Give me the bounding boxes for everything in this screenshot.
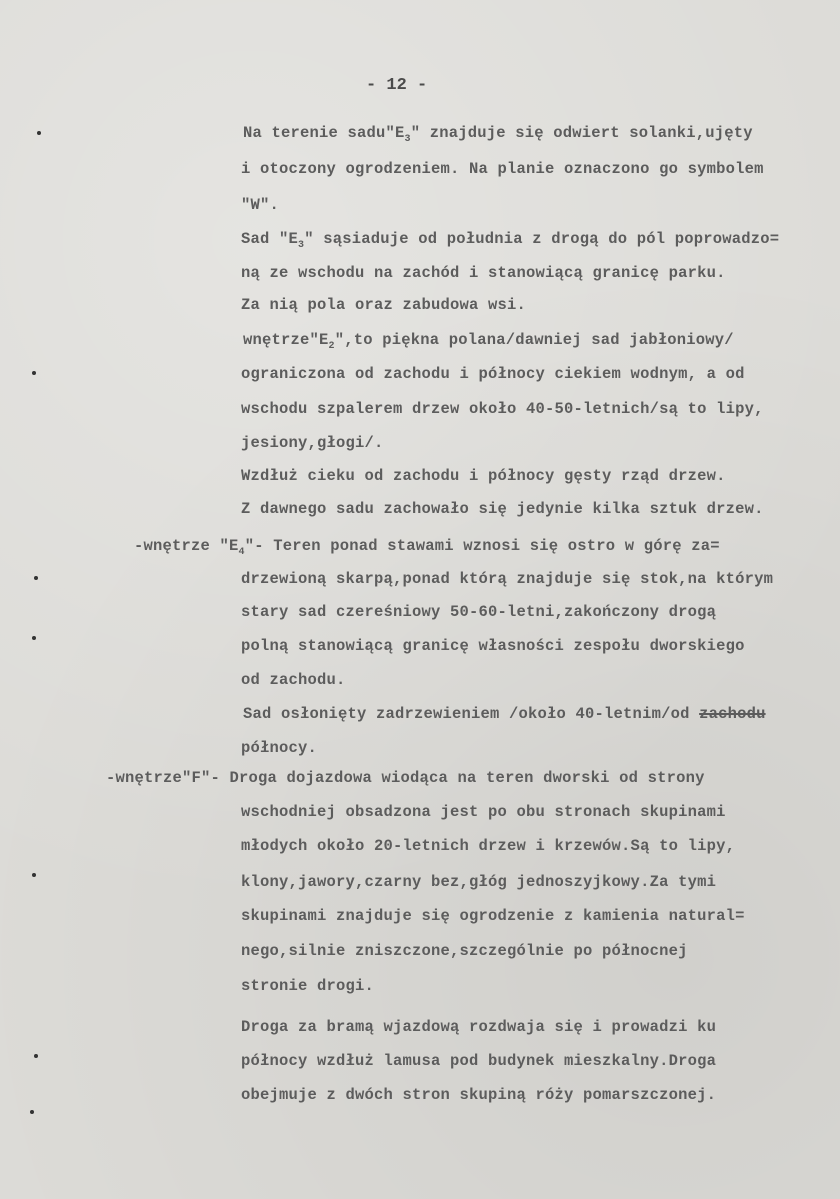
binding-hole-6 — [34, 1054, 38, 1058]
text-line: wschodniej obsadzona jest po obu stronach skupinami — [241, 803, 726, 821]
text-segment: ",to piękna polana/dawniej sad jabłoniowy/ — [334, 331, 734, 349]
text-segment: -wnętrze "E — [134, 537, 239, 555]
subscript: 3 — [298, 240, 305, 251]
text-line: stronie drogi. — [241, 977, 375, 995]
text-line: północy. — [241, 739, 318, 757]
text-line: drzewioną skarpą,ponad którą znajduje się stok,na którym — [241, 570, 774, 588]
subscript: 4 — [238, 547, 245, 558]
text-line — [241, 230, 779, 251]
text-line: jesiony,głogi/. — [241, 434, 384, 452]
page-number: - 12 - — [366, 76, 428, 95]
text-line: polną stanowiącą granicę własności zespołu dworskiego — [241, 637, 745, 655]
text-line: młodych około 20-letnich drzew i krzewów.Są to lipy, — [241, 837, 736, 855]
text-line: nego,silnie zniszczone,szczególnie po północnej — [241, 942, 688, 960]
text-segment: Na terenie sadu"E — [243, 124, 405, 142]
text-line: północy wzdłuż lamusa pod budynek mieszkalny.Droga — [241, 1052, 717, 1070]
text-line: wschodu szpalerem drzew około 40-50-letnich/są to lipy, — [241, 400, 764, 418]
text-line: -wnętrze"F"- Droga dojazdowa wiodąca na teren dworski od strony — [106, 769, 705, 787]
binding-hole-3 — [34, 576, 38, 580]
text-segment: wnętrze"E — [243, 331, 329, 349]
text-line: obejmuje z dwóch stron skupiną róży pomarszczonej. — [241, 1086, 717, 1104]
text-segment: " znajduje się odwiert solanki,ujęty — [410, 124, 753, 142]
subscript: 2 — [328, 341, 335, 352]
text-line — [243, 124, 753, 145]
text-line: ną ze wschodu na zachód i stanowiącą granicę parku. — [241, 264, 726, 282]
binding-hole-5 — [32, 873, 36, 877]
binding-hole-2 — [32, 371, 36, 375]
text-line: ograniczona od zachodu i północy ciekiem wodnym, a od — [241, 365, 745, 383]
text-segment: "- Teren ponad stawami wznosi się ostro w górę za= — [244, 537, 720, 555]
text-line: klony,jawory,czarny bez,głóg jednoszyjkowy.Za tymi — [241, 873, 717, 891]
text-line: i otoczony ogrodzeniem. Na planie oznaczono go symbolem — [241, 160, 764, 178]
text-line — [134, 537, 720, 558]
text-line: Z dawnego sadu zachowało się jedynie kilka sztuk drzew. — [241, 500, 764, 518]
binding-hole-7 — [30, 1110, 34, 1114]
text-segment: " sąsiaduje od południa z drogą do pól poprowadzo= — [304, 230, 780, 248]
text-line: Wzdłuż cieku od zachodu i północy gęsty rząd drzew. — [241, 467, 726, 485]
text-line: skupinami znajduje się ogrodzenie z kamienia natural= — [241, 907, 745, 925]
text-line — [243, 705, 766, 723]
text-segment: Sad osłonięty zadrzewieniem /około 40-letnim/od — [243, 705, 700, 723]
text-line: Droga za bramą wjazdową rozdwaja się i prowadzi ku — [241, 1018, 717, 1036]
text-line: stary sad czereśniowy 50-60-letni,zakończony drogą — [241, 603, 717, 621]
struck-out-word: zachodu — [699, 705, 766, 723]
subscript: 3 — [404, 134, 411, 145]
binding-hole-1 — [37, 131, 41, 135]
binding-hole-4 — [32, 636, 36, 640]
text-line: Za nią pola oraz zabudowa wsi. — [241, 296, 527, 314]
text-segment: Sad "E — [241, 230, 299, 248]
text-line — [243, 331, 734, 352]
text-line: od zachodu. — [241, 671, 346, 689]
text-line: "W". — [241, 196, 280, 214]
